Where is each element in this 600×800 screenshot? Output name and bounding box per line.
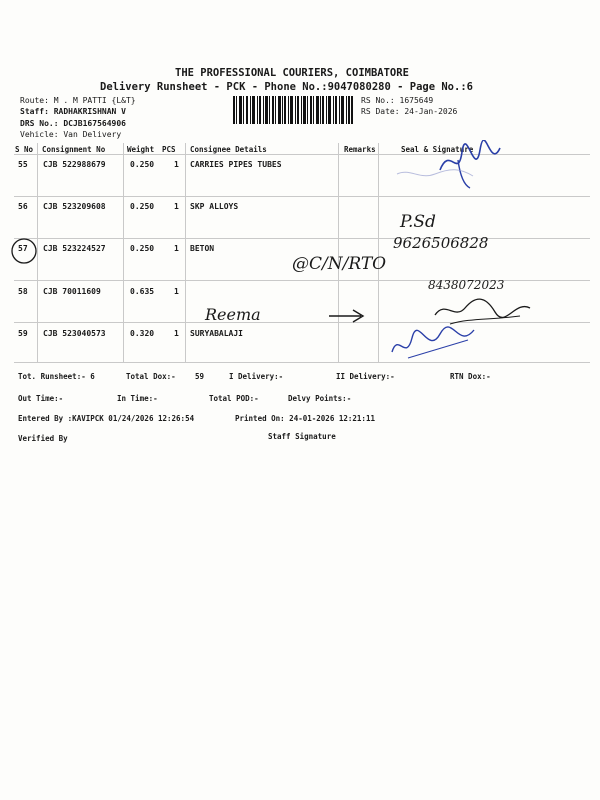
rs-date: RS Date: 24-Jan-2026 (361, 107, 458, 116)
row-consignee: BETON (190, 244, 215, 253)
row-consignment: CJB 523040573 (43, 329, 106, 338)
printed-on: Printed On: 24-01-2026 12:21:11 (235, 414, 375, 423)
col-header-consignee: Consignee Details (190, 145, 267, 154)
col-header-remarks: Remarks (344, 145, 376, 154)
staff: Staff: RADHAKRISHNAN V (20, 107, 126, 116)
entered-by: Entered By :KAVIPCK 01/24/2026 12:26:54 (18, 414, 195, 423)
col-header-seal-signature: Seal & Signature (401, 145, 474, 154)
row-consignment: CJB 523209608 (43, 202, 106, 211)
col-header-consignment: Consignment No (42, 145, 106, 154)
col-divider (338, 143, 339, 362)
arrow-icon (327, 308, 367, 324)
signature-scribble-3 (388, 322, 478, 362)
row-pcs: 1 (174, 329, 179, 338)
row-consignee: CARRIES PIPES TUBES (190, 160, 282, 169)
row-sno: 58 (18, 287, 28, 296)
verified-by: Verified By (18, 434, 68, 443)
runsheet-subtitle: Delivery Runsheet - PCK - Phone No.:9047080280 - Page No.:6 (100, 81, 473, 93)
total-dox-label: Total Dox:- (126, 372, 176, 381)
delvy-points: Delvy Points:- (288, 394, 352, 403)
col-header-sno: S No (15, 145, 34, 154)
row-consignment: CJB 522988679 (43, 160, 106, 169)
handwritten-signature-name: P.Sd (400, 212, 436, 232)
row-divider (14, 362, 590, 363)
route: Route: M . M PATTI {L&T} (20, 96, 136, 105)
col-header-weight: Weight (127, 145, 155, 154)
handwritten-phone-2: 8438072023 (428, 278, 505, 292)
row-sno: 55 (18, 160, 28, 169)
col-divider (123, 143, 124, 362)
row-divider (14, 196, 590, 197)
drs-number: DRS No.: DCJB167564906 (20, 119, 126, 128)
row-consignee: SKP ALLOYS (190, 202, 239, 211)
row-divider (14, 238, 590, 239)
row-consignment: CJB 70011609 (43, 287, 101, 296)
row-weight: 0.635 (130, 287, 155, 296)
row-pcs: 1 (174, 287, 179, 296)
row-consignment: CJB 523224527 (43, 244, 106, 253)
out-time: Out Time:- (18, 394, 64, 403)
handwritten-phone-1: 9626506828 (393, 234, 489, 252)
row-weight: 0.250 (130, 160, 155, 169)
company-name: THE PROFESSIONAL COURIERS, COIMBATORE (175, 67, 409, 79)
col-header-pcs: PCS (162, 145, 176, 154)
total-runsheet: Tot. Runsheet:- 6 (18, 372, 95, 381)
handwritten-note: @C/N/RTO (292, 254, 387, 274)
i-delivery: I Delivery:- (229, 372, 284, 381)
row-weight: 0.250 (130, 202, 155, 211)
total-pod: Total POD:- (209, 394, 259, 403)
total-dox-value: 59 (195, 372, 205, 381)
col-divider (378, 143, 379, 362)
row-weight: 0.320 (130, 329, 155, 338)
handwritten-name: Reema (205, 305, 261, 324)
col-divider (185, 143, 186, 362)
row-sno: 59 (18, 329, 28, 338)
row-sno: 56 (18, 202, 28, 211)
row-sno: 57 (18, 244, 28, 253)
ii-delivery: II Delivery:- (336, 372, 395, 381)
row-pcs: 1 (174, 160, 179, 169)
rs-number: RS No.: 1675649 (361, 96, 434, 105)
vehicle: Vehicle: Van Delivery (20, 130, 122, 139)
row-weight: 0.250 (130, 244, 155, 253)
in-time: In Time:- (117, 394, 158, 403)
stamp-smudge (395, 166, 475, 182)
barcode (233, 96, 353, 124)
staff-signature: Staff Signature (268, 432, 336, 441)
row-consignee: SURYABALAJI (190, 329, 243, 338)
rtn-dox: RTN Dox:- (450, 372, 491, 381)
circled-row-mark (9, 236, 39, 266)
signature-scribble (430, 140, 510, 190)
row-pcs: 1 (174, 244, 179, 253)
row-pcs: 1 (174, 202, 179, 211)
